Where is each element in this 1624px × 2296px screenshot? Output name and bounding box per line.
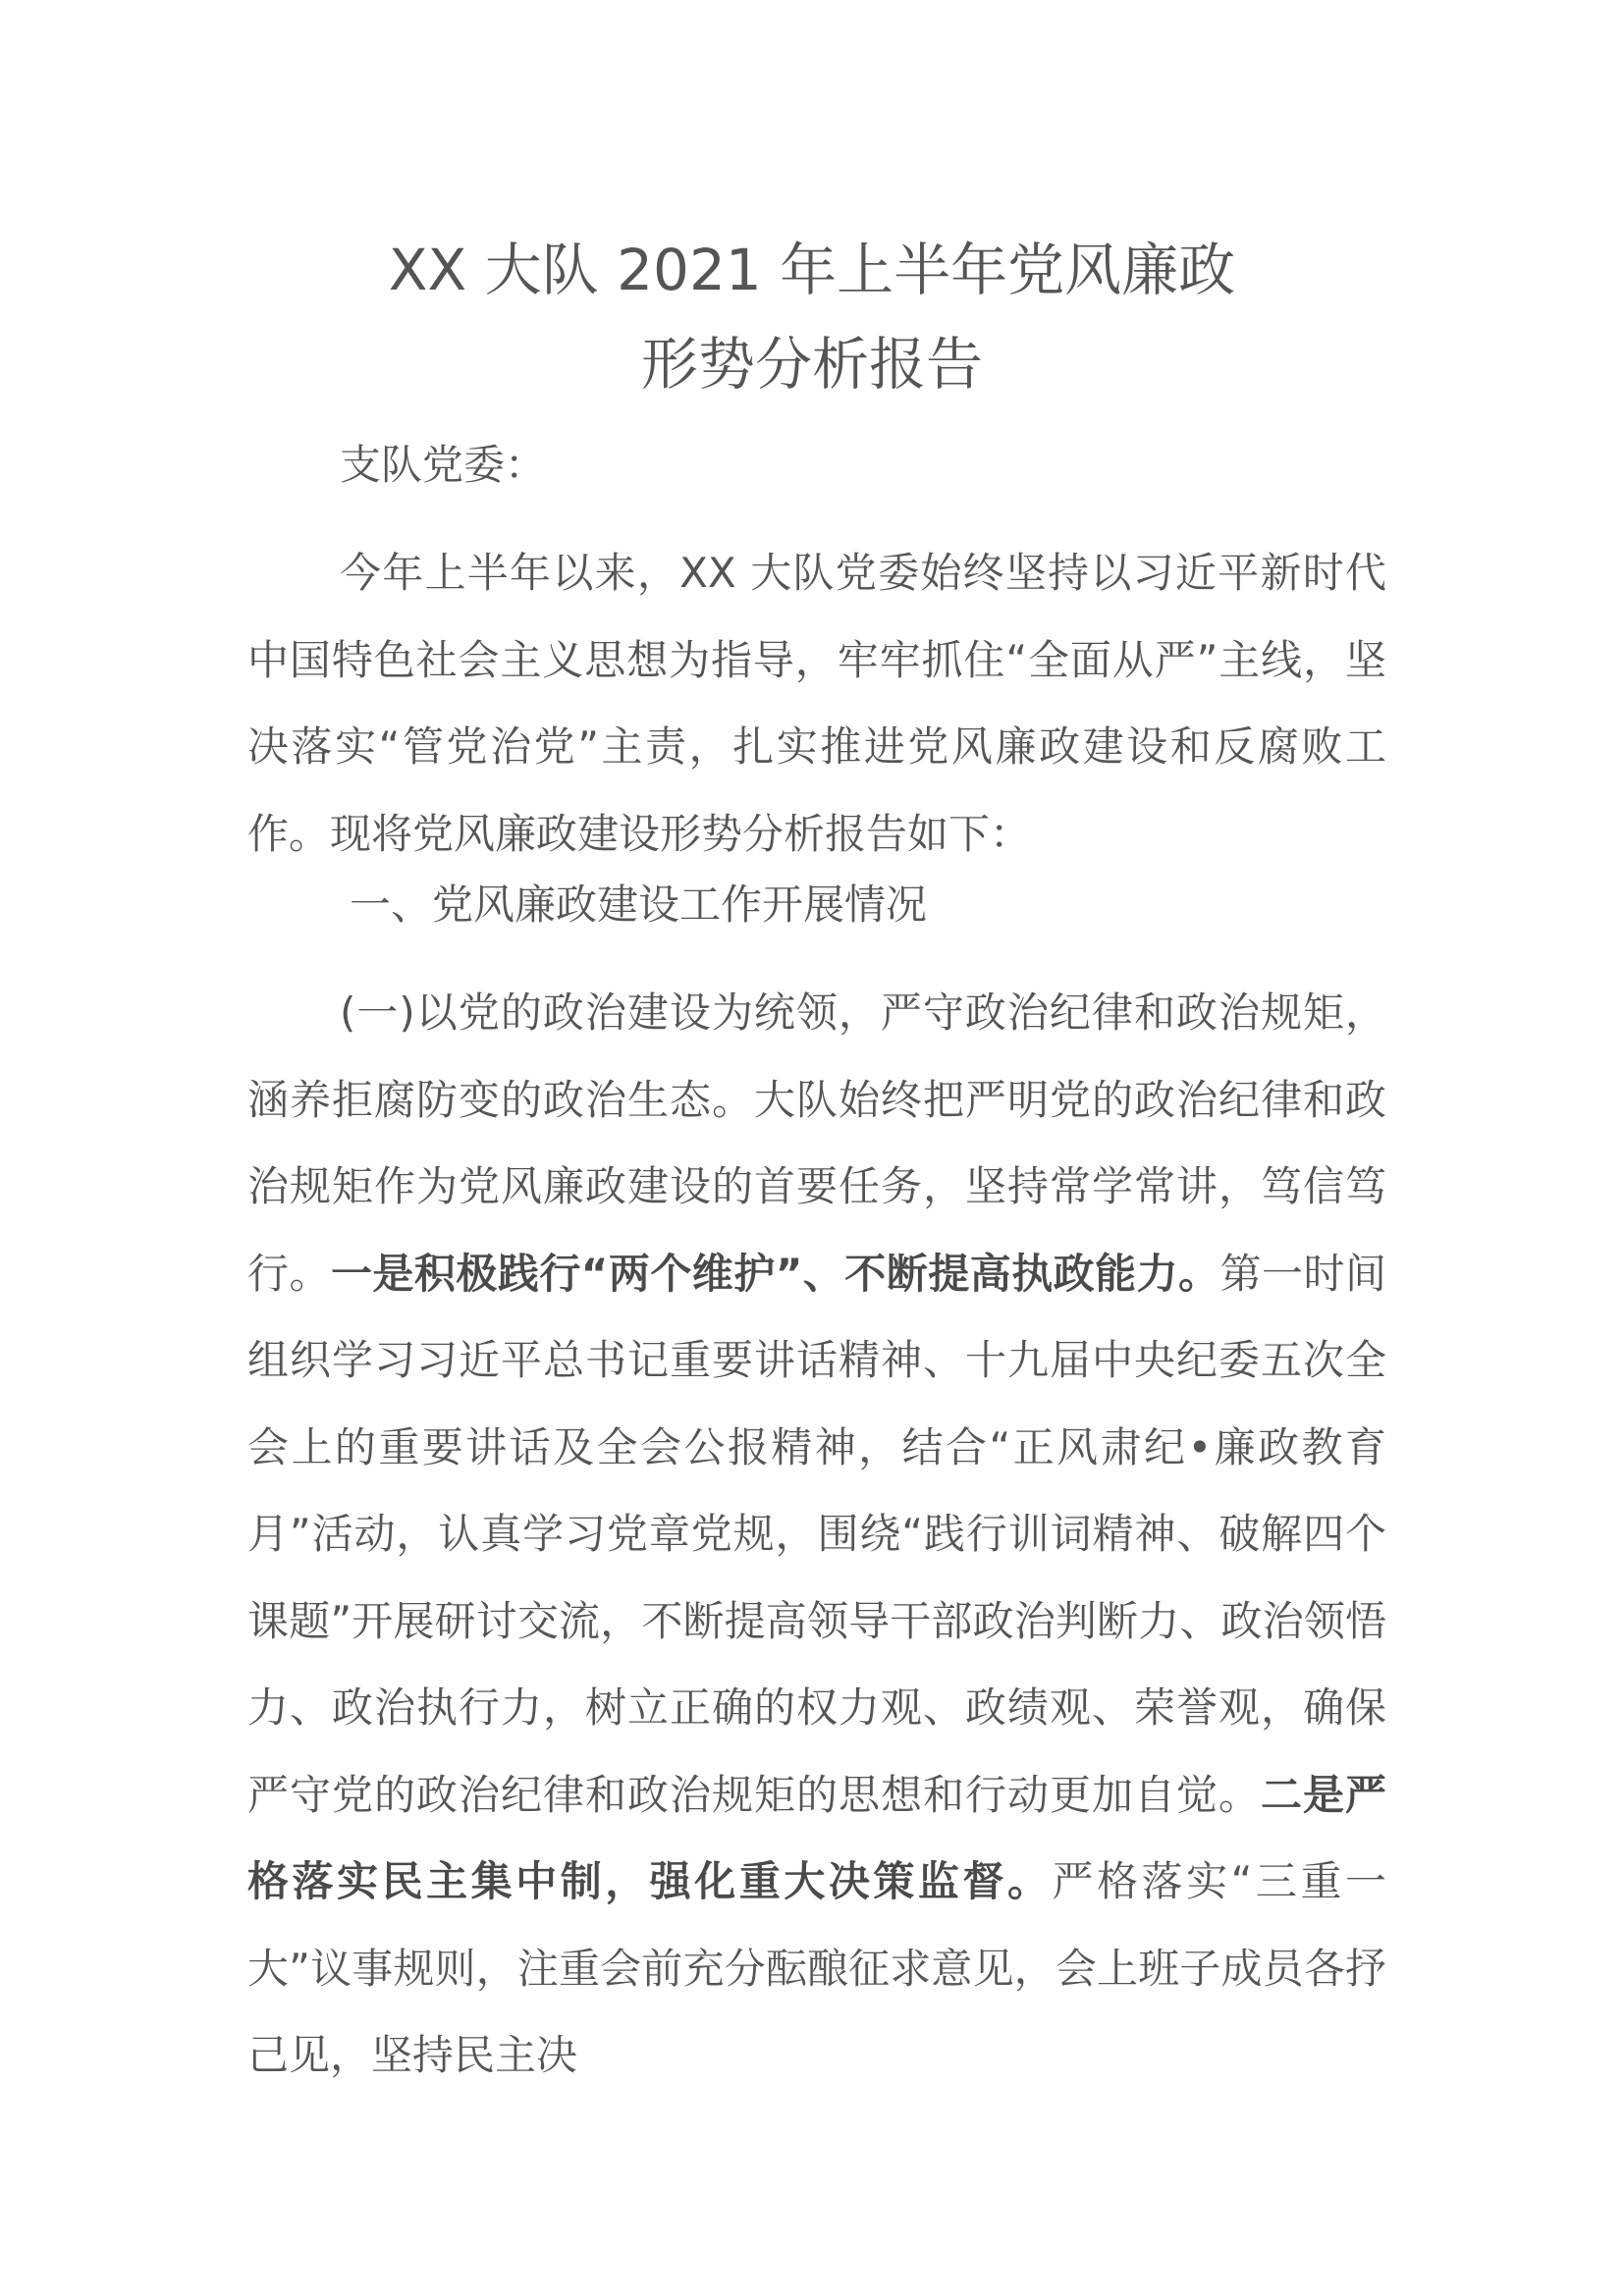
- point-2-text: 严格落实“三重一大”议事规则，注重会前充分酝酿征求意见，会上班子成员各抒己见，坚持民主决: [247, 1857, 1386, 2079]
- subsection-lead: (一)以党的政治建设为统领，严守政治纪律和政治规矩，涵养拒腐防变的政治生态。大队始终把严明党的政治纪律和政治规矩作为党风廉政建设的首要任务，坚持常学常讲，笃信笃行。: [247, 988, 1386, 1298]
- subsection-paragraph: [247, 970, 1386, 2100]
- document-title-line-2: 形势分析报告: [640, 331, 983, 398]
- salutation: 支队党委：: [340, 441, 547, 489]
- intro-paragraph: 今年上半年以来，XX 大队党委始终坚持以习近平新时代中国特色社会主义思想为指导，牢牢抓住“全面从严”主线，坚决落实“管党治党”主责，扎实推进党风廉政建设和反腐败工作。现将党风廉政建设形势分析报告如下：: [247, 549, 1386, 858]
- point-2-heading: 二是严格落实民主集中制，强化重大决策监督。: [247, 1770, 1386, 1905]
- point-1-heading: 一是积极践行“两个维护”、不断提高执政能力。: [330, 1249, 1220, 1298]
- point-1-text: 第一时间组织学习习近平总书记重要讲话精神、十九届中央纪委五次全会上的重要讲话及全会公报精神，结合“正风肃纪•廉政教育月”活动，认真学习党章党规，围绕“践行训词精神、破解四个课题”开展研讨交流，不断提高领导干部政治判断力、政治领悟力、政治执行力，树立正确的权力观、政绩观、荣誉观，确保严守党的政治纪律和政治规矩的思想和行动更加自觉。: [247, 1249, 1386, 1819]
- section-heading: 一、党风廉政建设工作开展情况: [350, 881, 928, 929]
- document-title-line-1: XX 大队 2021 年上半年党风廉政: [388, 237, 1236, 303]
